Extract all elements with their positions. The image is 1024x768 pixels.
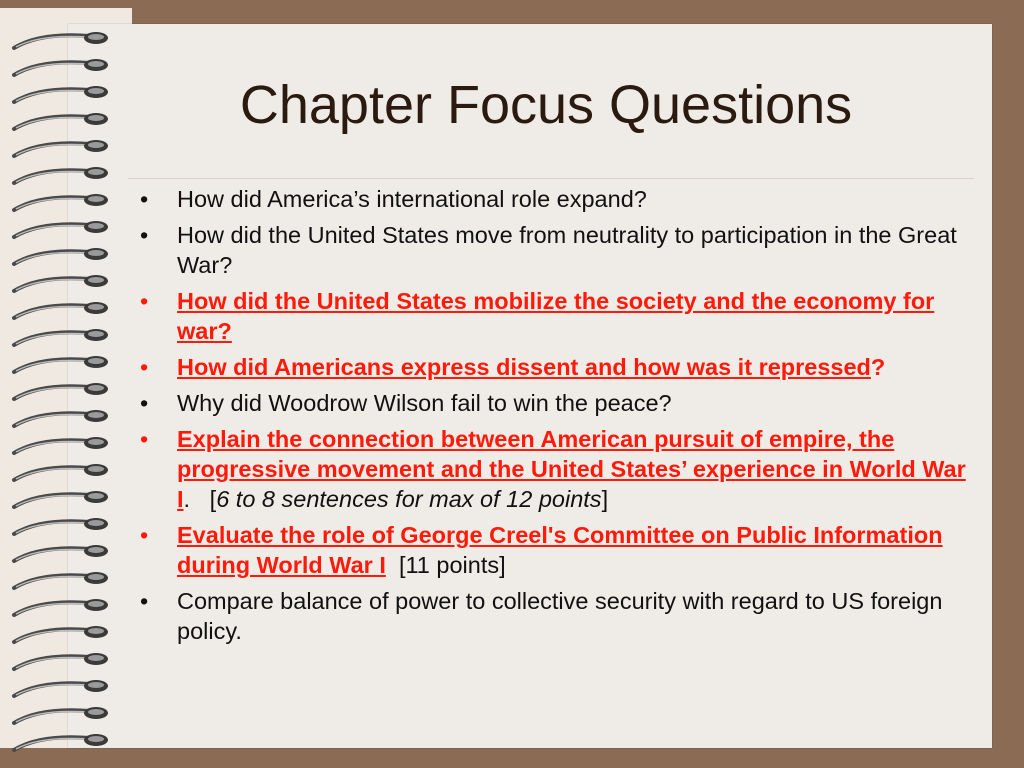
bullet-suffix: . xyxy=(183,486,191,512)
bullet-marker: • xyxy=(140,588,149,614)
bullet-text: Why did Woodrow Wilson fail to win the peace? xyxy=(177,390,672,416)
spiral-coil xyxy=(14,653,108,669)
bullet-marker: • xyxy=(140,522,149,548)
bullet-marker: • xyxy=(140,186,149,212)
spiral-coil xyxy=(14,221,108,237)
spiral-coil xyxy=(14,32,108,48)
bullet-item xyxy=(136,286,966,346)
spiral-coil xyxy=(14,356,108,372)
bullet-emphasis-text: How did the United States mobilize the society and the economy for war? xyxy=(177,288,935,344)
spiral-coil xyxy=(14,437,108,453)
bullet-bracket-close: ] xyxy=(601,486,609,512)
spiral-coil xyxy=(14,167,108,183)
bullet-text: Compare balance of power to collective security with regard to US foreign policy. xyxy=(177,588,943,644)
bullet-item xyxy=(136,184,966,214)
bullet-item xyxy=(136,220,966,280)
bullet-item xyxy=(136,520,966,580)
slide-title: Chapter Focus Questions xyxy=(239,75,853,135)
spiral-coil xyxy=(14,599,108,615)
spiral-coil xyxy=(14,275,108,291)
bullet-marker: • xyxy=(140,390,149,416)
spiral-coil xyxy=(14,410,108,426)
title-divider xyxy=(128,178,974,179)
spiral-coil xyxy=(14,329,108,345)
bullet-text: How did America’s international role expand? xyxy=(177,186,647,212)
spiral-coil xyxy=(14,302,108,318)
bullet-item xyxy=(136,388,966,418)
bullet-marker: • xyxy=(140,222,149,248)
bullet-list xyxy=(136,184,966,652)
spiral-coil xyxy=(14,734,108,750)
bullet-marker: • xyxy=(140,354,149,380)
bullet-bracket-open: [ xyxy=(209,486,217,512)
spiral-coil xyxy=(14,626,108,642)
bullet-emphasis-text: Explain the connection between American pursuit of empire, the progressive movement and the United States’ experience in World War I xyxy=(177,426,966,512)
bullet-item xyxy=(136,586,966,646)
spiral-coil xyxy=(14,59,108,75)
bullet-text: How did the United States move from neutrality to participation in the Great War? xyxy=(177,222,957,278)
bullet-note: [11 points] xyxy=(398,552,506,578)
bullet-suffix: ? xyxy=(870,354,886,380)
spiral-coil xyxy=(14,707,108,723)
bullet-item xyxy=(136,352,966,382)
bullet-emphasis-text: Evaluate the role of George Creel's Committee on Public Information during World War I xyxy=(177,522,943,578)
bullet-note: 6 to 8 sentences for max of 12 points xyxy=(216,486,602,512)
spiral-coil xyxy=(14,194,108,210)
spiral-coil xyxy=(14,545,108,561)
spiral-coil xyxy=(14,491,108,507)
bullet-item xyxy=(136,424,966,514)
spiral-coil xyxy=(14,383,108,399)
spiral-coil xyxy=(14,464,108,480)
spiral-coil xyxy=(14,140,108,156)
bullet-marker: • xyxy=(140,426,149,452)
bullet-emphasis-text: How did Americans express dissent and how was it repressed xyxy=(177,354,871,380)
spiral-coil xyxy=(14,518,108,534)
bullet-marker: • xyxy=(140,288,149,314)
spiral-coil xyxy=(14,572,108,588)
spiral-coil xyxy=(14,248,108,264)
spiral-coil xyxy=(14,680,108,696)
